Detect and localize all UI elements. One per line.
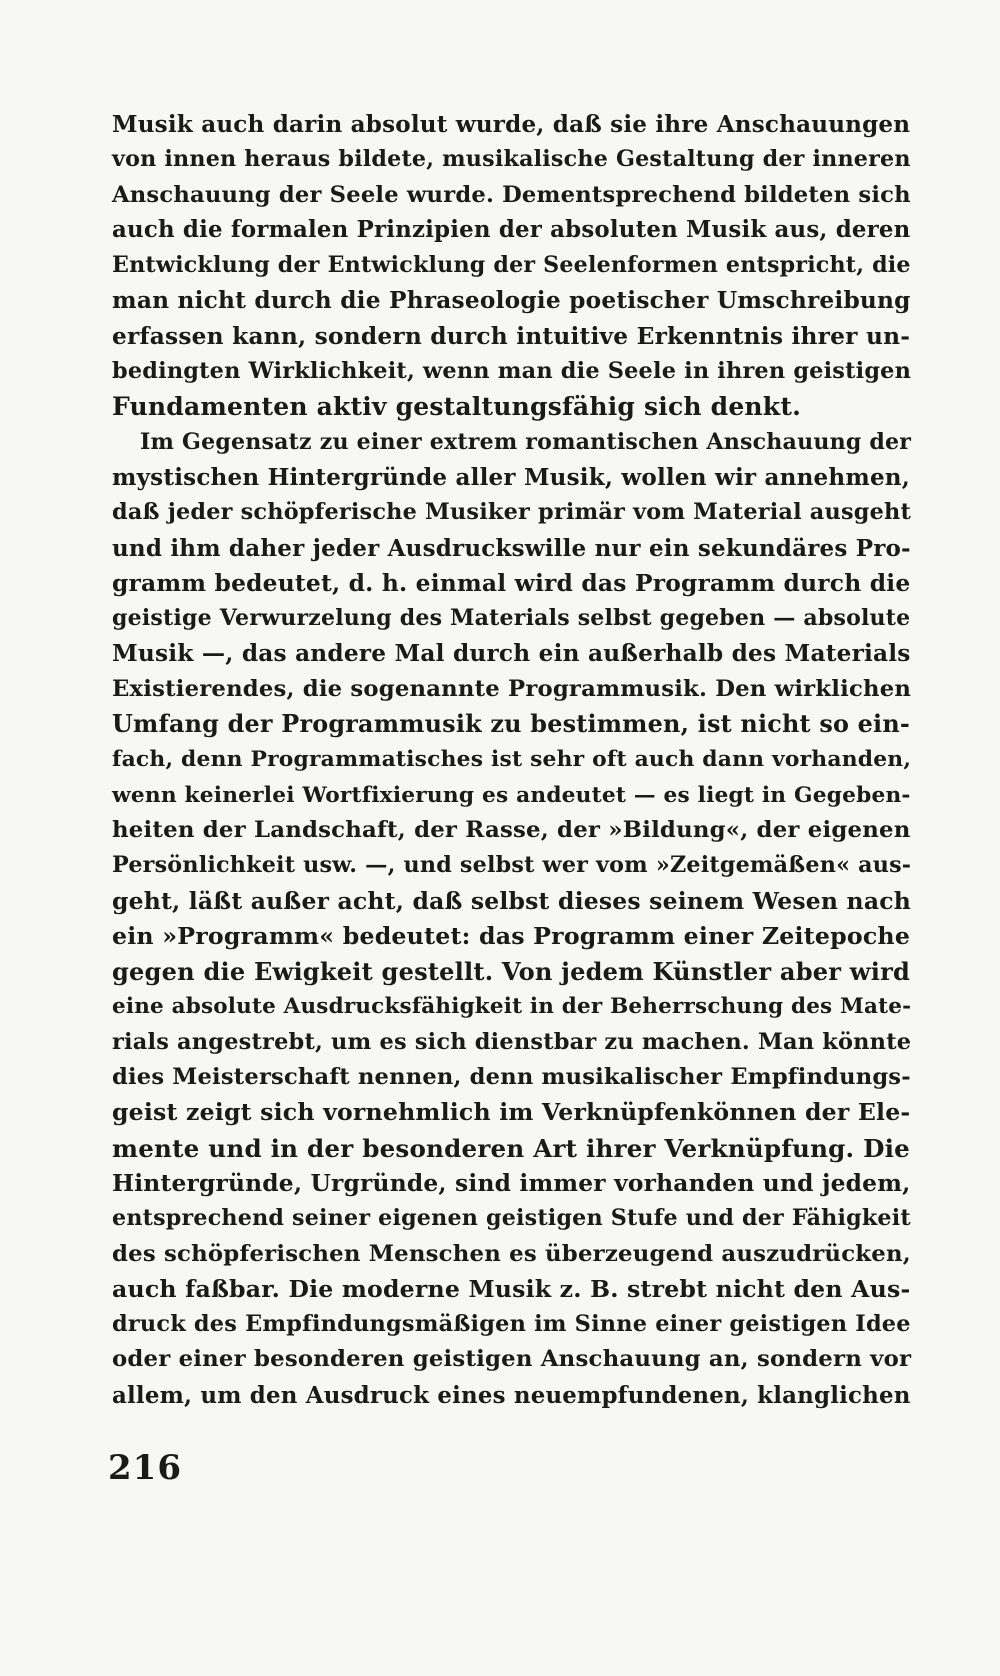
text-line: mente und in der besonderen Art ihrer Verknüpfung. Die: [112, 1133, 910, 1163]
text-line: des schöpferischen Menschen es überzeugend auszudrücken,: [112, 1240, 911, 1267]
text-line: daß jeder schöpferische Musiker primär vom Material ausgeht: [112, 499, 911, 526]
text-line: oder einer besonderen geistigen Anschauung an, sondern vor: [112, 1346, 912, 1373]
body-text: [112, 107, 910, 1413]
text-line: Persönlichkeit usw. —, und selbst wer vom »Zeitgemäßen« aus-: [112, 852, 912, 879]
text-line: Existierendes, die sogenannte Programmusik. Den wirklichen: [112, 675, 912, 702]
text-line: Entwicklung der Entwicklung der Seelenformen entspricht, die: [112, 252, 911, 279]
text-line: wenn keinerlei Wortfixierung es andeutet — es liegt in Gegeben-: [112, 782, 911, 808]
text-line: rials angestrebt, um es sich dienstbar zu machen. Man könnte: [112, 1028, 912, 1055]
text-line: bedingten Wirklichkeit, wenn man die Seele in ihren geistigen: [112, 358, 912, 385]
text-line: Im Gegensatz zu einer extrem romantischen Anschauung der: [140, 428, 912, 455]
text-line: man nicht durch die Phraseologie poetischer Umschreibung: [112, 287, 911, 315]
text-line: geist zeigt sich vornehmlich im Verknüpfenkönnen der Ele-: [112, 1098, 911, 1127]
text-line: druck des Empfindungsmäßigen im Sinne einer geistigen Idee: [112, 1311, 911, 1338]
text-line: Fundamenten aktiv gestaltungsfähig sich denkt.: [112, 392, 801, 422]
text-line: von innen heraus bildete, musikalische Gestaltung der inneren: [112, 146, 911, 173]
text-line: mystischen Hintergründe aller Musik, wollen wir annehmen,: [112, 463, 910, 491]
text-line: auch die formalen Prinzipien der absoluten Musik aus, deren: [112, 216, 911, 243]
text-line: entsprechend seiner eigenen geistigen Stufe und der Fähigkeit: [112, 1205, 911, 1232]
text-line: erfassen kann, sondern durch intuitive Erkenntnis ihrer un-: [112, 322, 911, 350]
text-line: Hintergründe, Urgründe, sind immer vorhanden und jedem,: [112, 1168, 911, 1197]
text-line: auch faßbar. Die moderne Musik z. B. strebt nicht den Aus-: [112, 1274, 911, 1303]
text-line: geistige Verwurzelung des Materials selbst gegeben — absolute: [112, 605, 911, 632]
text-line: gramm bedeutet, d. h. einmal wird das Programm durch die: [112, 568, 911, 597]
text-line: heiten der Landschaft, der Rasse, der »Bildung«, der eigenen: [112, 816, 911, 843]
text-line: eine absolute Ausdrucksfähigkeit in der Beherrschung des Mate-: [112, 994, 912, 1020]
text-line: und ihm daher jeder Ausdruckswille nur ein sekundäres Pro-: [112, 534, 911, 562]
text-line: Musik —, das andere Mal durch ein außerhalb des Materials: [112, 640, 911, 668]
text-line: fach, denn Programmatisches ist sehr oft auch dann vorhanden,: [112, 747, 912, 773]
text-line: Anschauung der Seele wurde. Dementsprechend bildeten sich: [112, 181, 911, 208]
text-line: Musik auch darin absolut wurde, daß sie ihre Anschauungen: [112, 111, 911, 138]
text-line: Umfang der Programmusik zu bestimmen, ist nicht so ein-: [112, 710, 910, 739]
text-line: geht, läßt außer acht, daß selbst dieses seinem Wesen nach: [112, 886, 911, 915]
text-line: ein »Programm« bedeutet: das Programm einer Zeitepoche: [112, 921, 911, 950]
text-line: allem, um den Ausdruck eines neuempfundenen, klanglichen: [112, 1381, 911, 1409]
text-line: dies Meisterschaft nennen, denn musikalischer Empfindungs-: [112, 1064, 911, 1091]
text-line: gegen die Ewigkeit gestellt. Von jedem Künstler aber wird: [112, 957, 910, 987]
page-number: 216: [108, 1448, 182, 1488]
